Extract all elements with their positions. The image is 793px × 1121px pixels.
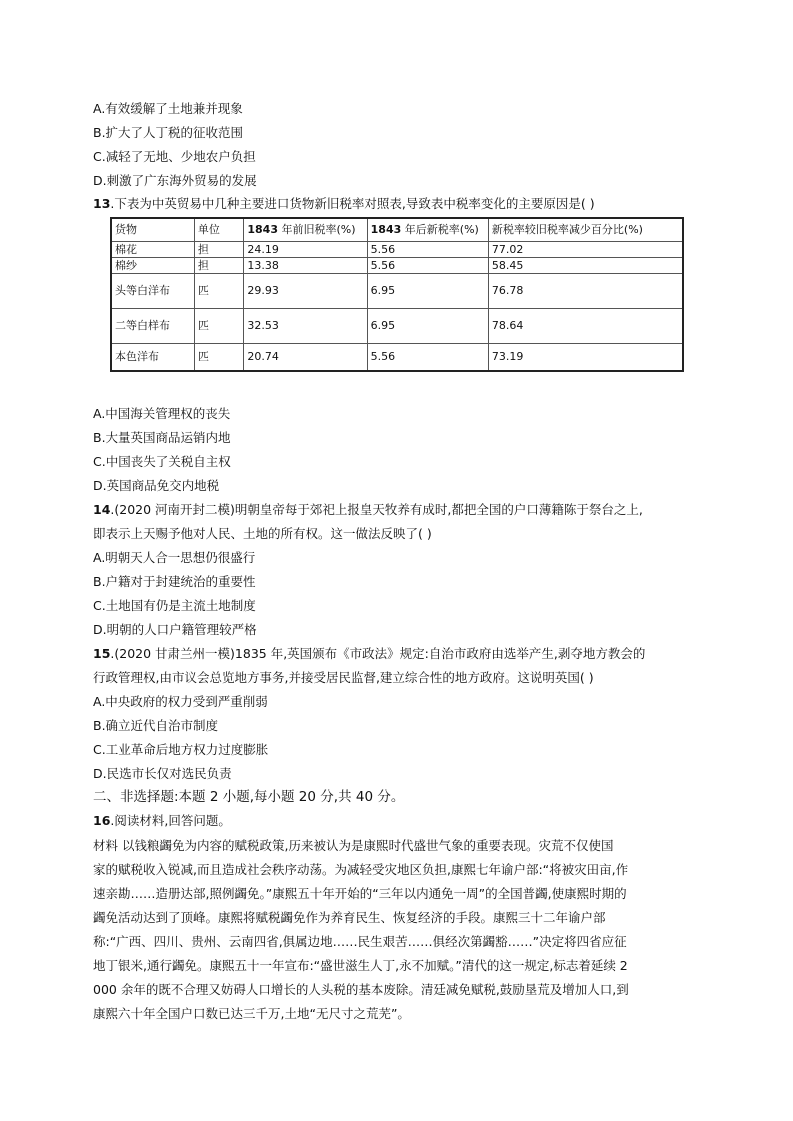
q14-stem-text-1: .(2020 河南开封二模)明朝皇帝每于郊祀上报皇天牧养有成时,都把全国的户口薄籍陈于祭台之上, (110, 502, 643, 517)
material-line: 地丁银米,通行蠲免。康熙五十一年宣布:“盛世滋生人丁,永不加赋。”清代的这一规定,标志着延续 2 (93, 958, 628, 973)
cell-new-rate: 5.56 (367, 344, 488, 372)
cell-unit: 担 (194, 242, 244, 258)
q16-number: 16 (93, 813, 111, 828)
header-old-rate (244, 218, 367, 242)
cell-unit: 匹 (194, 309, 244, 344)
q12-option-b: B.扩大了人丁税的征收范围 (93, 125, 244, 140)
header-reduction: 新税率较旧税率减少百分比(%) (488, 218, 683, 242)
q16-stem (93, 812, 231, 830)
q13-option-d: D.英国商品免交内地税 (93, 478, 220, 493)
cell-new-rate: 5.56 (367, 258, 488, 274)
material-line: 材料 以钱粮蠲免为内容的赋税政策,历来被认为是康熙时代盛世气象的重要表现。灾荒不仅使国 (93, 838, 614, 853)
q14-stem-line-1 (93, 501, 698, 519)
material-line: 速亲勘……造册达部,照例蠲免。”康熙五十年开始的“三年以内通免一周”的全国普蠲,使康熙时期的 (93, 886, 627, 901)
table-row (111, 274, 683, 309)
header-unit: 单位 (194, 218, 244, 242)
cell-reduction: 58.45 (488, 258, 683, 274)
cell-reduction: 76.78 (488, 274, 683, 309)
material-line: 000 余年的既不合理又妨碍人口增长的人头税的基本废除。清廷减免赋税,鼓励垦荒及增加人口,到 (93, 982, 629, 997)
cell-old-rate: 29.93 (244, 274, 367, 309)
cell-unit: 匹 (194, 274, 244, 309)
material-line: 蠲免活动达到了顶峰。康熙将赋税蠲免作为养育民生、恢复经济的手段。康熙三十二年谕户部 (93, 910, 606, 925)
cell-old-rate: 20.74 (244, 344, 367, 372)
q14-option-a: A.明朝天人合一思想仍很盛行 (93, 550, 256, 565)
q15-option-c: C.工业革命后地方权力过度膨胀 (93, 742, 269, 757)
q13-stem-text: .下表为中英贸易中几种主要进口货物新旧税率对照表,导致表中税率变化的主要原因是( ) (110, 196, 595, 211)
q13-option-c: C.中国丧失了关税自主权 (93, 454, 231, 469)
table-row (111, 242, 683, 258)
q13-stem (93, 195, 595, 213)
q15-option-b: B.确立近代自治市制度 (93, 718, 219, 733)
q14-option-d: D.明朝的人口户籍管理较严格 (93, 622, 257, 637)
cell-unit: 匹 (194, 344, 244, 372)
cell-goods: 二等白样布 (111, 309, 194, 344)
tax-rate-table (110, 217, 684, 372)
q15-option-a: A.中央政府的权力受到严重削弱 (93, 694, 268, 709)
material-line: 家的赋税收入锐减,而且造成社会秩序动荡。为减轻受灾地区负担,康熙七年谕户部:“将被灾田亩,作 (93, 862, 629, 877)
section-heading: 二、非选择题:本题 2 小题,每小题 20 分,共 40 分。 (93, 789, 405, 805)
table-row (111, 258, 683, 274)
cell-old-rate: 32.53 (244, 309, 367, 344)
q14-number: 14 (93, 502, 111, 517)
q13-number: 13 (93, 196, 111, 211)
header-old-label: 年前旧税率(%) (278, 223, 356, 236)
cell-unit: 担 (194, 258, 244, 274)
cell-old-rate: 24.19 (244, 242, 367, 258)
q13-option-a: A.中国海关管理权的丧失 (93, 406, 231, 421)
material-line: 康熙六十年全国户口数已达三千万,土地“无尺寸之荒芜”。 (93, 1006, 410, 1021)
header-goods: 货物 (111, 218, 194, 242)
header-new-label: 年后新税率(%) (401, 223, 479, 236)
cell-old-rate: 13.38 (244, 258, 367, 274)
q12-option-c: C.减轻了无地、少地农户负担 (93, 149, 256, 164)
q14-stem-line-2: 即表示上天赐予他对人民、土地的所有权。这一做法反映了( ) (93, 526, 432, 541)
cell-new-rate: 6.95 (367, 309, 488, 344)
cell-reduction: 78.64 (488, 309, 683, 344)
q14-option-b: B.户籍对于封建统治的重要性 (93, 574, 256, 589)
header-new-year: 1843 (370, 223, 402, 236)
q16-stem-text: .阅读材料,回答问题。 (110, 813, 231, 828)
cell-goods: 棉纱 (111, 258, 194, 274)
table-header-row (111, 218, 683, 242)
cell-reduction: 73.19 (488, 344, 683, 372)
table-row (111, 309, 683, 344)
q15-option-d: D.民选市长仅对选民负责 (93, 766, 232, 781)
q15-stem-text-1: .(2020 甘肃兰州一模)1835 年,英国颁布《市政法》规定:自治市政府由选举产生,剥夺地方教会的 (110, 646, 646, 661)
cell-goods: 头等白洋布 (111, 274, 194, 309)
table-row (111, 344, 683, 372)
q13-option-b: B.大量英国商品运销内地 (93, 430, 231, 445)
cell-reduction: 77.02 (488, 242, 683, 258)
header-old-year: 1843 (247, 223, 278, 236)
q15-stem-line-2: 行政管理权,由市议会总览地方事务,并接受居民监督,建立综合性的地方政府。这说明英国( ) (93, 670, 594, 685)
q14-option-c: C.土地国有仍是主流土地制度 (93, 598, 256, 613)
header-new-rate (367, 218, 488, 242)
q12-option-d: D.刺激了广东海外贸易的发展 (93, 173, 257, 188)
cell-new-rate: 6.95 (367, 274, 488, 309)
q15-stem-line-1 (93, 645, 698, 663)
cell-new-rate: 5.56 (367, 242, 488, 258)
q12-option-a: A.有效缓解了土地兼并现象 (93, 101, 243, 116)
material-line: 称:“广西、四川、贵州、云南四省,俱属边地……民生艰苦……俱经次第蠲豁……”决定将四省应征 (93, 934, 627, 949)
cell-goods: 本色洋布 (111, 344, 194, 372)
cell-goods: 棉花 (111, 242, 194, 258)
q15-number: 15 (93, 646, 111, 661)
